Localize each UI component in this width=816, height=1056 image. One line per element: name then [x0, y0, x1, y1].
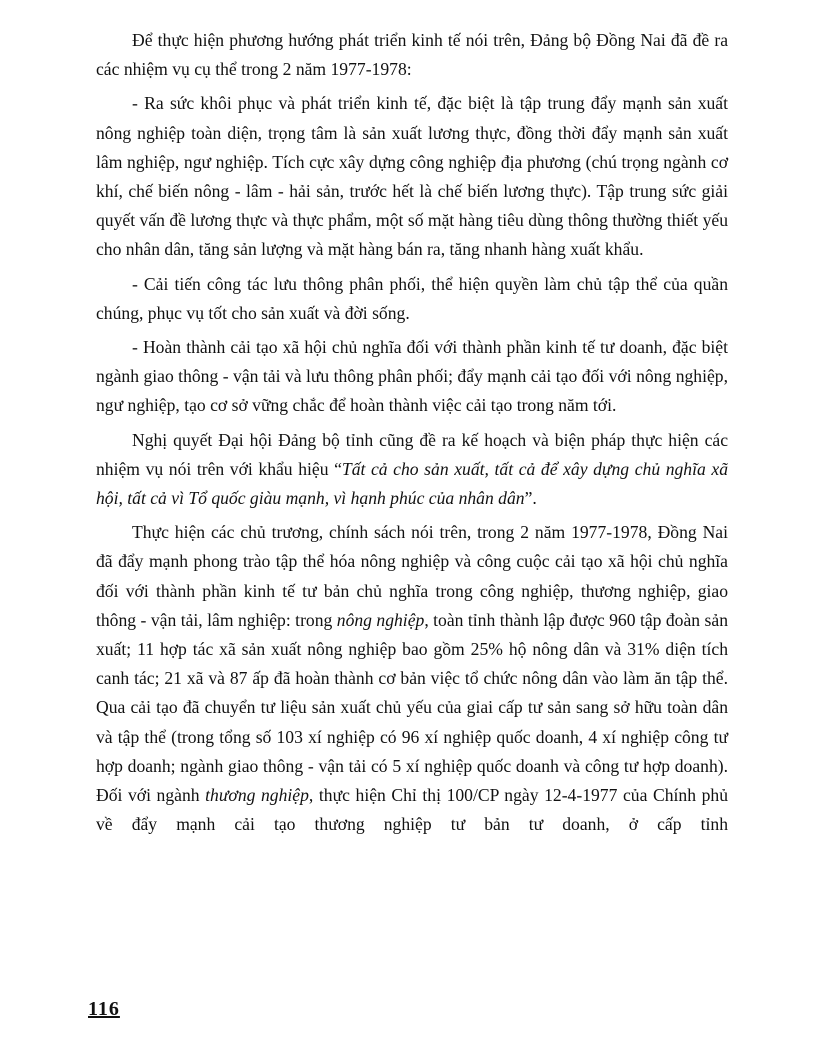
page-number: 116 — [88, 998, 120, 1020]
text-segment: Thực hiện các chủ trương, chính sách nói trên, trong 2 năm 1977-1978, Đồng Nai đã đẩy mạnh phong trào tập thể hóa nông nghiệp và công cuộc cải tạo xã hội chủ nghĩa đối với thành phần kinh tế tư bản chủ nghĩa trong công nghiệp, thương nghiệp, giao thông - vận tải, lâm nghiệp: trong — [96, 522, 728, 630]
page-body-text — [96, 26, 728, 844]
italic-text-segment: Tất cả cho sản xuất, tất cả để xây dựng chủ nghĩa xã hội, tất cả vì Tổ quốc giàu mạnh, vì hạnh phúc của nhân dân — [96, 458, 728, 509]
text-segment: Nghị quyết Đại hội Đảng bộ tỉnh cũng đề ra kế hoạch và biện pháp thực hiện các nhiệm vụ nói trên với khẩu hiệu “ — [96, 429, 728, 479]
paragraph — [96, 26, 728, 84]
text-segment: , thực hiện Chỉ thị 100/CP ngày 12-4-1977 của Chính phủ về đẩy mạnh cải tạo thương nghiệp tư bản tư doanh, ở cấp tỉnh — [96, 785, 728, 835]
text-segment: - Hoàn thành cải tạo xã hội chủ nghĩa đối với thành phần kinh tế tư doanh, đặc biệt ngành giao thông - vận tải và lưu thông phân phối; đẩy mạnh cải tạo đối với nông nghiệp, ngư nghiệp, tạo cơ sở vững chắc để hoàn thành việc cải tạo trong năm tới. — [96, 337, 728, 416]
paragraph — [96, 333, 728, 421]
paragraph — [96, 270, 728, 328]
text-segment: ”. — [524, 488, 537, 509]
italic-text-segment: nông nghiệp — [336, 609, 425, 630]
text-segment: - Cải tiến công tác lưu thông phân phối, thể hiện quyền làm chủ tập thể của quần chúng, phục vụ tốt cho sản xuất và đời sống. — [96, 273, 728, 323]
italic-text-segment: thương nghiệp — [205, 785, 309, 806]
text-segment: , toàn tỉnh thành lập được 960 tập đoàn sản xuất; 11 hợp tác xã sản xuất nông nghiệp bao gồm 25% hộ nông dân và 31% diện tích canh tác; 21 xã và 87 ấp đã hoàn thành cơ bản việc tổ chức nông dân vào làm ăn tập thể. Qua cải tạo đã chuyển tư liệu sản xuất chủ yếu của giai cấp tư sản sang sở hữu toàn dân và tập thể (trong tổng số 103 xí nghiệp có 96 xí nghiệp quốc doanh, 4 xí nghiệp công tư hợp doanh; ngành giao thông - vận tải có 5 xí nghiệp quốc doanh và công tư hợp doanh). Đối với ngành — [96, 609, 728, 806]
text-segment: Để thực hiện phương hướng phát triển kinh tế nói trên, Đảng bộ Đồng Nai đã đề ra các nhiệm vụ cụ thể trong 2 năm 1977-1978: — [96, 30, 728, 80]
paragraph — [96, 426, 728, 514]
paragraph — [96, 518, 728, 839]
paragraph — [96, 89, 728, 264]
text-segment: - Ra sức khôi phục và phát triển kinh tế, đặc biệt là tập trung đẩy mạnh sản xuất nông nghiệp toàn diện, trọng tâm là sản xuất lương thực, đồng thời đẩy mạnh sản xuất lâm nghiệp, ngư nghiệp. Tích cực xây dựng công nghiệp địa phương (chú trọng ngành cơ khí, chế biến nông - lâm - hải sản, trước hết là chế biến lương thực). Tập trung sức giải quyết vấn đề lương thực và thực phẩm, một số mặt hàng tiêu dùng thông thường thiết yếu cho nhân dân, tăng sản lượng và mặt hàng bán ra, tăng nhanh hàng xuất khẩu. — [96, 93, 728, 260]
